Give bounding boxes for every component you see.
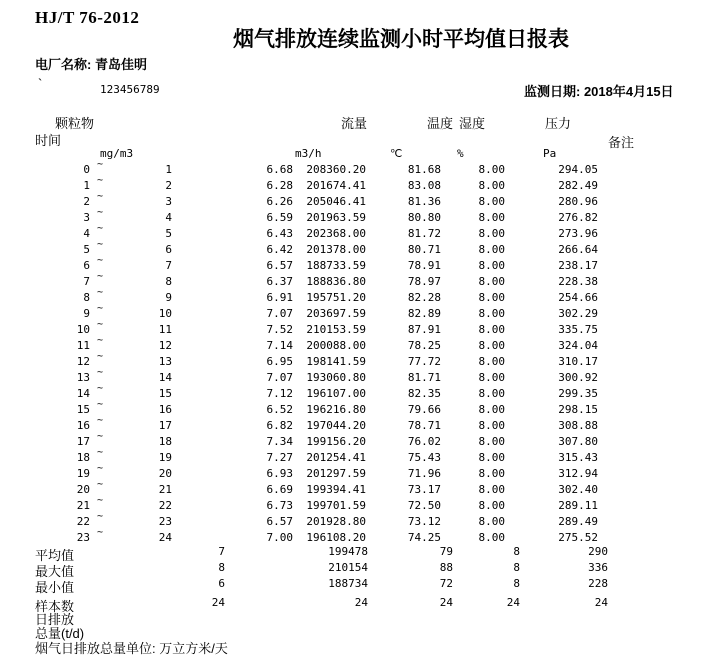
pressure-value: 298.15 [558, 403, 598, 416]
temp-value: 88 [439, 561, 453, 574]
table-row [0, 271, 722, 291]
humidity-value: 8.00 [478, 387, 505, 400]
pressure-value: 282.49 [558, 179, 598, 192]
pressure-value: 289.49 [558, 515, 598, 528]
temp-value: 74.25 [407, 531, 441, 544]
table-row [0, 239, 722, 259]
flow-value: 193060.80 [306, 371, 366, 384]
flow-value: 201963.59 [306, 211, 366, 224]
pm-value: 24 [211, 596, 225, 609]
table-row [0, 319, 722, 339]
pressure-value: 307.80 [558, 435, 598, 448]
tilde-separator: ~ [97, 319, 104, 330]
column-header-remark: 备注 [608, 135, 635, 150]
pm-value: 8 [218, 561, 225, 574]
unit-pressure: Pa [543, 147, 557, 160]
hour-end: 9 [165, 291, 172, 304]
hour-start: 22 [76, 515, 90, 528]
pressure-value: 290 [588, 545, 608, 558]
table-row [0, 495, 722, 515]
table-row [0, 255, 722, 275]
pm-value: 6.42 [266, 243, 293, 256]
temp-value: 83.08 [407, 179, 441, 192]
hour-end: 11 [158, 323, 172, 336]
pm-value: 6.52 [266, 403, 293, 416]
humidity-value: 8.00 [478, 419, 505, 432]
column-header-pressure: 压力 [545, 116, 572, 131]
pm-value: 6.37 [266, 275, 293, 288]
hour-end: 23 [158, 515, 172, 528]
tilde-separator: ~ [97, 191, 104, 202]
pressure-value: 289.11 [558, 499, 598, 512]
hour-end: 12 [158, 339, 172, 352]
temp-value: 75.43 [407, 451, 441, 464]
hour-end: 5 [165, 227, 172, 240]
hour-end: 18 [158, 435, 172, 448]
hour-start: 19 [76, 467, 90, 480]
humidity-value: 8.00 [478, 195, 505, 208]
table-row [0, 511, 722, 531]
pressure-value: 275.52 [558, 531, 598, 544]
tilde-separator: ~ [97, 287, 104, 298]
hourly-rows [0, 159, 722, 547]
pm-value: 6.69 [266, 483, 293, 496]
pressure-value: 324.04 [558, 339, 598, 352]
temp-value: 73.12 [407, 515, 441, 528]
summary-label: 样本数 [35, 599, 75, 614]
flow-value: 202368.00 [306, 227, 366, 240]
tilde-separator: ~ [97, 335, 104, 346]
pm-value: 6.68 [266, 163, 293, 176]
hour-end: 16 [158, 403, 172, 416]
hour-start: 14 [76, 387, 90, 400]
standard-number: HJ/T 76-2012 [35, 8, 140, 27]
flow-value: 210153.59 [306, 323, 366, 336]
temp-value: 81.36 [407, 195, 441, 208]
unit-flow: m3/h [295, 147, 322, 160]
humidity-value: 8.00 [478, 403, 505, 416]
tilde-separator: ~ [97, 159, 104, 170]
hour-start: 4 [83, 227, 90, 240]
hour-end: 3 [165, 195, 172, 208]
tilde-separator: ~ [97, 447, 104, 458]
hour-end: 14 [158, 371, 172, 384]
column-header-flow: 流量 [341, 116, 368, 131]
pm-value: 6.43 [266, 227, 293, 240]
hour-start: 23 [76, 531, 90, 544]
footer-total-label: 总量(t/d) [35, 626, 85, 641]
table-row [0, 223, 722, 243]
temp-value: 24 [439, 596, 453, 609]
tilde-separator: ~ [97, 223, 104, 234]
temp-value: 77.72 [407, 355, 441, 368]
hour-end: 2 [165, 179, 172, 192]
footer-daily-emission-label: 日排放 [35, 612, 75, 627]
humidity-value: 8.00 [478, 275, 505, 288]
humidity-value: 8.00 [478, 483, 505, 496]
tilde-separator: ~ [97, 271, 104, 282]
hour-end: 17 [158, 419, 172, 432]
tilde-separator: ~ [97, 463, 104, 474]
flow-value: 200088.00 [306, 339, 366, 352]
humidity-value: 8.00 [478, 531, 505, 544]
hour-end: 6 [165, 243, 172, 256]
pressure-value: 24 [594, 596, 608, 609]
hour-start: 20 [76, 483, 90, 496]
tilde-separator: ~ [97, 175, 104, 186]
flow-value: 205046.41 [306, 195, 366, 208]
tilde-separator: ~ [97, 239, 104, 250]
pressure-value: 280.96 [558, 195, 598, 208]
column-header-humidity: 湿度 [459, 116, 486, 131]
humidity-value: 8 [513, 561, 520, 574]
temp-value: 87.91 [407, 323, 441, 336]
humidity-value: 8.00 [478, 291, 505, 304]
temp-value: 82.28 [407, 291, 441, 304]
humidity-value: 8.00 [478, 371, 505, 384]
table-row [0, 479, 722, 499]
summary-row [0, 545, 722, 561]
temp-value: 79.66 [407, 403, 441, 416]
plant-name-line: 电厂名称: 青岛佳明 [35, 57, 147, 72]
hour-start: 0 [83, 163, 90, 176]
flow-value: 208360.20 [306, 163, 366, 176]
hour-start: 2 [83, 195, 90, 208]
tilde-separator: ~ [97, 479, 104, 490]
humidity-value: 8.00 [478, 307, 505, 320]
flow-value: 199478 [328, 545, 368, 558]
pm-value: 7.07 [266, 371, 293, 384]
hour-start: 6 [83, 259, 90, 272]
flow-value: 201674.41 [306, 179, 366, 192]
flow-value: 24 [354, 596, 368, 609]
hour-start: 21 [76, 499, 90, 512]
table-row [0, 463, 722, 483]
humidity-value: 8.00 [478, 227, 505, 240]
temp-value: 78.97 [407, 275, 441, 288]
pressure-value: 300.92 [558, 371, 598, 384]
hour-end: 19 [158, 451, 172, 464]
pressure-value: 228.38 [558, 275, 598, 288]
column-header-pm: 颗粒物 [55, 116, 95, 131]
pm-value: 6 [218, 577, 225, 590]
table-row [0, 287, 722, 307]
hour-end: 22 [158, 499, 172, 512]
pressure-value: 254.66 [558, 291, 598, 304]
pm-value: 6.91 [266, 291, 293, 304]
hour-start: 15 [76, 403, 90, 416]
temp-value: 79 [439, 545, 453, 558]
flow-value: 199701.59 [306, 499, 366, 512]
humidity-value: 8 [513, 577, 520, 590]
hour-start: 9 [83, 307, 90, 320]
flow-value: 201928.80 [306, 515, 366, 528]
humidity-value: 8.00 [478, 339, 505, 352]
footer-unit-note: 烟气日排放总量单位: 万立方米/天 [35, 641, 228, 656]
table-row [0, 175, 722, 195]
summary-row [0, 561, 722, 577]
humidity-value: 8 [513, 545, 520, 558]
hour-start: 12 [76, 355, 90, 368]
unit-humidity: % [457, 147, 464, 160]
pm-value: 6.59 [266, 211, 293, 224]
table-row [0, 351, 722, 371]
pressure-value: 299.35 [558, 387, 598, 400]
pressure-value: 336 [588, 561, 608, 574]
pm-value: 6.57 [266, 259, 293, 272]
summary-label: 最大值 [35, 564, 75, 579]
flow-value: 210154 [328, 561, 368, 574]
table-row [0, 191, 722, 211]
pm-value: 6.82 [266, 419, 293, 432]
flow-value: 199156.20 [306, 435, 366, 448]
pm-value: 6.95 [266, 355, 293, 368]
temp-value: 78.91 [407, 259, 441, 272]
pm-value: 6.93 [266, 467, 293, 480]
flow-value: 195751.20 [306, 291, 366, 304]
hour-start: 16 [76, 419, 90, 432]
unit-pm: mg/m3 [100, 147, 134, 160]
tilde-separator: ~ [97, 303, 104, 314]
hour-start: 8 [83, 291, 90, 304]
hour-start: 3 [83, 211, 90, 224]
pressure-value: 310.17 [558, 355, 598, 368]
flow-value: 196108.20 [306, 531, 366, 544]
temp-value: 72.50 [407, 499, 441, 512]
temp-value: 82.89 [407, 307, 441, 320]
hour-end: 1 [165, 163, 172, 176]
flow-value: 196107.00 [306, 387, 366, 400]
tilde-separator: ~ [97, 367, 104, 378]
temp-value: 71.96 [407, 467, 441, 480]
pressure-value: 302.29 [558, 307, 598, 320]
hour-start: 17 [76, 435, 90, 448]
hour-start: 1 [83, 179, 90, 192]
pm-value: 7.52 [266, 323, 293, 336]
report-title: 烟气排放连续监测小时平均值日报表 [233, 28, 569, 51]
hour-end: 8 [165, 275, 172, 288]
table-row [0, 399, 722, 419]
tilde-separator: ~ [97, 255, 104, 266]
hour-end: 15 [158, 387, 172, 400]
hour-start: 7 [83, 275, 90, 288]
summary-row [0, 596, 722, 612]
tilde-separator: ~ [97, 351, 104, 362]
summary-label: 最小值 [35, 580, 75, 595]
tilde-separator: ~ [97, 495, 104, 506]
column-header-time: 时间 [35, 133, 62, 148]
temp-value: 76.02 [407, 435, 441, 448]
humidity-value: 8.00 [478, 179, 505, 192]
table-row [0, 383, 722, 403]
table-row [0, 367, 722, 387]
hour-start: 11 [76, 339, 90, 352]
pm-value: 6.73 [266, 499, 293, 512]
pm-value: 6.26 [266, 195, 293, 208]
pressure-value: 312.94 [558, 467, 598, 480]
table-row [0, 447, 722, 467]
tilde-separator: ~ [97, 527, 104, 538]
tilde-separator: ~ [97, 511, 104, 522]
humidity-value: 8.00 [478, 355, 505, 368]
pm-value: 7.27 [266, 451, 293, 464]
hour-end: 24 [158, 531, 172, 544]
humidity-value: 8.00 [478, 499, 505, 512]
summary-rows [0, 545, 722, 615]
summary-label: 平均值 [35, 548, 75, 563]
tilde-separator: ~ [97, 207, 104, 218]
temp-value: 73.17 [407, 483, 441, 496]
tilde-separator: ~ [97, 383, 104, 394]
tilde-separator: ~ [97, 399, 104, 410]
pressure-value: 266.64 [558, 243, 598, 256]
flow-value: 201378.00 [306, 243, 366, 256]
unit-temp: ℃ [390, 147, 403, 160]
pressure-value: 294.05 [558, 163, 598, 176]
table-row [0, 159, 722, 179]
pm-value: 6.28 [266, 179, 293, 192]
hour-start: 10 [76, 323, 90, 336]
humidity-value: 8.00 [478, 211, 505, 224]
temp-value: 81.68 [407, 163, 441, 176]
humidity-value: 8.00 [478, 451, 505, 464]
tilde-separator: ~ [97, 415, 104, 426]
temp-value: 78.25 [407, 339, 441, 352]
pm-value: 6.57 [266, 515, 293, 528]
humidity-value: 8.00 [478, 243, 505, 256]
hour-end: 20 [158, 467, 172, 480]
pressure-value: 273.96 [558, 227, 598, 240]
monitor-date-line: 监测日期: 2018年4月15日 [524, 84, 674, 99]
pm-value: 7.14 [266, 339, 293, 352]
temp-value: 81.72 [407, 227, 441, 240]
flow-value: 188734 [328, 577, 368, 590]
pressure-value: 308.88 [558, 419, 598, 432]
temp-value: 78.71 [407, 419, 441, 432]
pm-value: 7.12 [266, 387, 293, 400]
pm-value: 7.07 [266, 307, 293, 320]
humidity-value: 8.00 [478, 435, 505, 448]
plant-code: 123456789 [100, 83, 160, 96]
hour-start: 18 [76, 451, 90, 464]
hour-end: 10 [158, 307, 172, 320]
flow-value: 203697.59 [306, 307, 366, 320]
flow-value: 197044.20 [306, 419, 366, 432]
pressure-value: 335.75 [558, 323, 598, 336]
hour-end: 7 [165, 259, 172, 272]
humidity-value: 8.00 [478, 323, 505, 336]
flow-value: 198141.59 [306, 355, 366, 368]
flow-value: 188733.59 [306, 259, 366, 272]
pm-value: 7.00 [266, 531, 293, 544]
pressure-value: 315.43 [558, 451, 598, 464]
humidity-value: 8.00 [478, 467, 505, 480]
pm-value: 7 [218, 545, 225, 558]
flow-value: 196216.80 [306, 403, 366, 416]
flow-value: 188836.80 [306, 275, 366, 288]
humidity-value: 24 [506, 596, 520, 609]
table-row [0, 335, 722, 355]
temp-value: 80.80 [407, 211, 441, 224]
column-header-temp: 温度 [427, 116, 454, 131]
table-row [0, 207, 722, 227]
flow-value: 201297.59 [306, 467, 366, 480]
temp-value: 72 [439, 577, 453, 590]
pressure-value: 276.82 [558, 211, 598, 224]
pressure-value: 238.17 [558, 259, 598, 272]
temp-value: 82.35 [407, 387, 441, 400]
humidity-value: 8.00 [478, 515, 505, 528]
table-row [0, 303, 722, 323]
tilde-separator: ~ [97, 431, 104, 442]
hour-end: 13 [158, 355, 172, 368]
temp-value: 80.71 [407, 243, 441, 256]
table-row [0, 431, 722, 451]
flow-value: 201254.41 [306, 451, 366, 464]
humidity-value: 8.00 [478, 163, 505, 176]
hour-end: 4 [165, 211, 172, 224]
pressure-value: 302.40 [558, 483, 598, 496]
pm-value: 7.34 [266, 435, 293, 448]
summary-row [0, 577, 722, 593]
pressure-value: 228 [588, 577, 608, 590]
hour-end: 21 [158, 483, 172, 496]
temp-value: 81.71 [407, 371, 441, 384]
flow-value: 199394.41 [306, 483, 366, 496]
tick-mark: ` [38, 76, 43, 91]
humidity-value: 8.00 [478, 259, 505, 272]
table-row [0, 415, 722, 435]
hour-start: 5 [83, 243, 90, 256]
hour-start: 13 [76, 371, 90, 384]
